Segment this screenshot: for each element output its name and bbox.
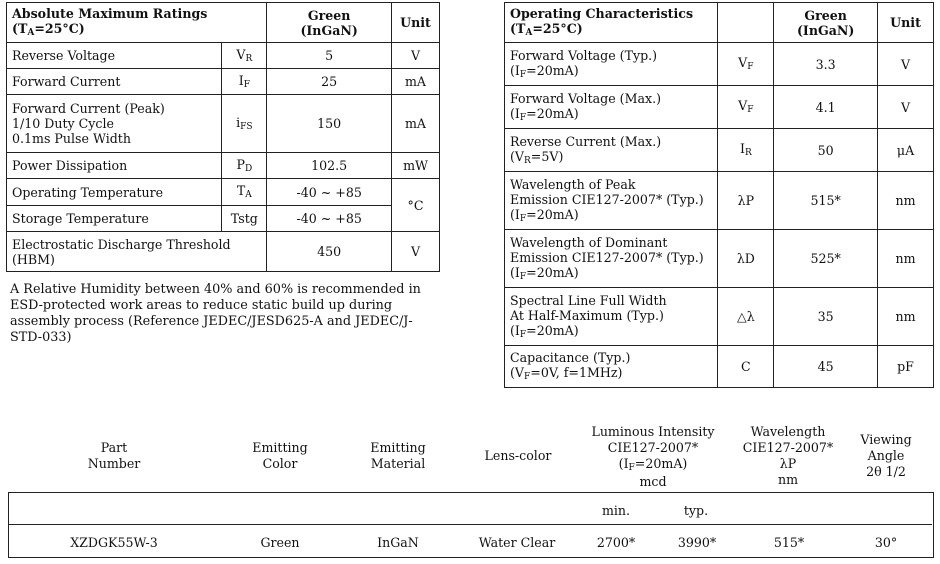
unit-cell: V xyxy=(878,43,934,86)
symbol-cell: λP xyxy=(718,172,774,230)
symbol-cell: $V_F$ xyxy=(718,86,774,129)
oc-symbol-header xyxy=(718,3,774,43)
wavelength-header: Wavelength CIE127-2007* λP nm xyxy=(742,424,834,487)
param-cell: Storage Temperature xyxy=(7,206,222,232)
table-row xyxy=(7,179,440,206)
table-row xyxy=(505,129,934,172)
unit-cell: mA xyxy=(392,95,440,153)
symbol-cell: $V_F$ xyxy=(718,43,774,86)
param-cell: Spectral Line Full Width At Half-Maximum (Typ.) $(I_F=20mA)$ xyxy=(505,288,718,346)
oc-unit-header: Unit xyxy=(878,3,934,43)
table-row xyxy=(505,346,934,388)
product-divider xyxy=(8,524,932,525)
viewing-angle-header: Viewing Angle 2θ 1/2 xyxy=(860,432,912,479)
param-cell: Reverse Current (Max.) $(V_R=5V)$ xyxy=(505,129,718,172)
value-cell: 35 xyxy=(774,288,878,346)
value-cell: 515* xyxy=(774,172,878,230)
typ-intensity-cell: 3990* xyxy=(677,535,717,550)
param-cell: Wavelength of Peak Emission CIE127-2007* (Typ.) $(I_F=20mA)$ xyxy=(505,172,718,230)
unit-cell: °C xyxy=(392,179,440,232)
unit-cell: nm xyxy=(878,230,934,288)
oc-title: Operating Characteristics $(T_A=25^\circ C)$ xyxy=(505,3,718,43)
unit-cell: V xyxy=(392,232,440,272)
lens-color-cell: Water Clear xyxy=(478,535,556,550)
table-row xyxy=(505,86,934,129)
amr-unit-header: Unit xyxy=(392,3,440,43)
amr-value-header: Green (InGaN) xyxy=(267,3,392,43)
param-cell: Power Dissipation xyxy=(7,153,222,179)
symbol-cell: $T_A$ xyxy=(222,179,267,206)
symbol-cell: $i_{FS}$ xyxy=(222,95,267,153)
symbol-cell: $V_R$ xyxy=(222,43,267,69)
unit-cell: mA xyxy=(392,69,440,95)
symbol-cell: λD xyxy=(718,230,774,288)
table-row xyxy=(7,95,440,153)
lens-color-header: Lens-color xyxy=(484,448,552,463)
emitting-color-cell: Green xyxy=(260,535,300,550)
value-cell: 25 xyxy=(267,69,392,95)
amr-title: Absolute Maximum Ratings $(T_A=25^\circ C)$ xyxy=(7,3,267,43)
param-cell: Forward Voltage (Typ.) $(I_F=20mA)$ xyxy=(505,43,718,86)
wavelength-cell: 515* xyxy=(773,535,805,550)
humidity-note: A Relative Humidity between 40% and 60% is recommended in ESD-protected work areas to reduce static build up during assembly process (Reference JEDEC/JESD625-A and JEDEC/J-STD-033) xyxy=(10,282,421,345)
value-cell: 525* xyxy=(774,230,878,288)
table-row xyxy=(505,43,934,86)
unit-cell: nm xyxy=(878,288,934,346)
absolute-max-ratings-table xyxy=(6,2,440,272)
part-number-cell: XZDGK55W-3 xyxy=(70,535,158,550)
symbol-cell: $P_D$ xyxy=(222,153,267,179)
emitting-color-header: Emitting Color xyxy=(252,440,308,471)
part-number-header: Part Number xyxy=(87,440,141,471)
symbol-cell: △λ xyxy=(718,288,774,346)
table-row xyxy=(7,69,440,95)
table-row xyxy=(505,172,934,230)
emitting-material-header: Emitting Material xyxy=(370,440,426,471)
unit-cell: μA xyxy=(878,129,934,172)
oc-value-header: Green (InGaN) xyxy=(774,3,878,43)
value-cell: 150 xyxy=(267,95,392,153)
symbol-cell: $I_R$ xyxy=(718,129,774,172)
value-cell: 450 xyxy=(267,232,392,272)
param-cell: Operating Temperature xyxy=(7,179,222,206)
symbol-cell: C xyxy=(718,346,774,388)
value-cell: 102.5 xyxy=(267,153,392,179)
value-cell: 45 xyxy=(774,346,878,388)
table-row xyxy=(7,43,440,69)
value-cell: -40 ~ +85 xyxy=(267,179,392,206)
symbol-cell: Tstg xyxy=(222,206,267,232)
table-row xyxy=(505,230,934,288)
param-cell: Electrostatic Discharge Threshold (HBM) xyxy=(7,232,267,272)
value-cell: 5 xyxy=(267,43,392,69)
param-cell: Forward Voltage (Max.) $(I_F=20mA)$ xyxy=(505,86,718,129)
param-cell: Reverse Voltage xyxy=(7,43,222,69)
table-row xyxy=(505,288,934,346)
operating-characteristics-table xyxy=(504,2,934,388)
emitting-material-cell: InGaN xyxy=(377,535,419,550)
symbol-cell: $I_F$ xyxy=(222,69,267,95)
param-cell: Capacitance (Typ.) ($V_F=0V$, f=1MHz) xyxy=(505,346,718,388)
param-cell: Forward Current (Peak) 1/10 Duty Cycle 0.1ms Pulse Width xyxy=(7,95,222,153)
typ-subheader: typ. xyxy=(683,503,709,518)
table-row xyxy=(7,232,440,272)
unit-cell: nm xyxy=(878,172,934,230)
value-cell: 50 xyxy=(774,129,878,172)
param-cell: Forward Current xyxy=(7,69,222,95)
value-cell: 4.1 xyxy=(774,86,878,129)
value-cell: -40 ~ +85 xyxy=(267,206,392,232)
min-subheader: min. xyxy=(601,503,631,518)
value-cell: 3.3 xyxy=(774,43,878,86)
table-row xyxy=(7,153,440,179)
viewing-angle-cell: 30° xyxy=(874,535,898,550)
unit-cell: pF xyxy=(878,346,934,388)
table-row xyxy=(7,206,440,232)
param-cell: Wavelength of Dominant Emission CIE127-2007* (Typ.) $(I_F=20mA)$ xyxy=(505,230,718,288)
unit-cell: V xyxy=(392,43,440,69)
unit-cell: V xyxy=(878,86,934,129)
min-intensity-cell: 2700* xyxy=(596,535,636,550)
unit-cell: mW xyxy=(392,153,440,179)
luminous-intensity-header: Luminous Intensity CIE127-2007* $(I_F=20mA)$ mcd xyxy=(591,424,715,489)
